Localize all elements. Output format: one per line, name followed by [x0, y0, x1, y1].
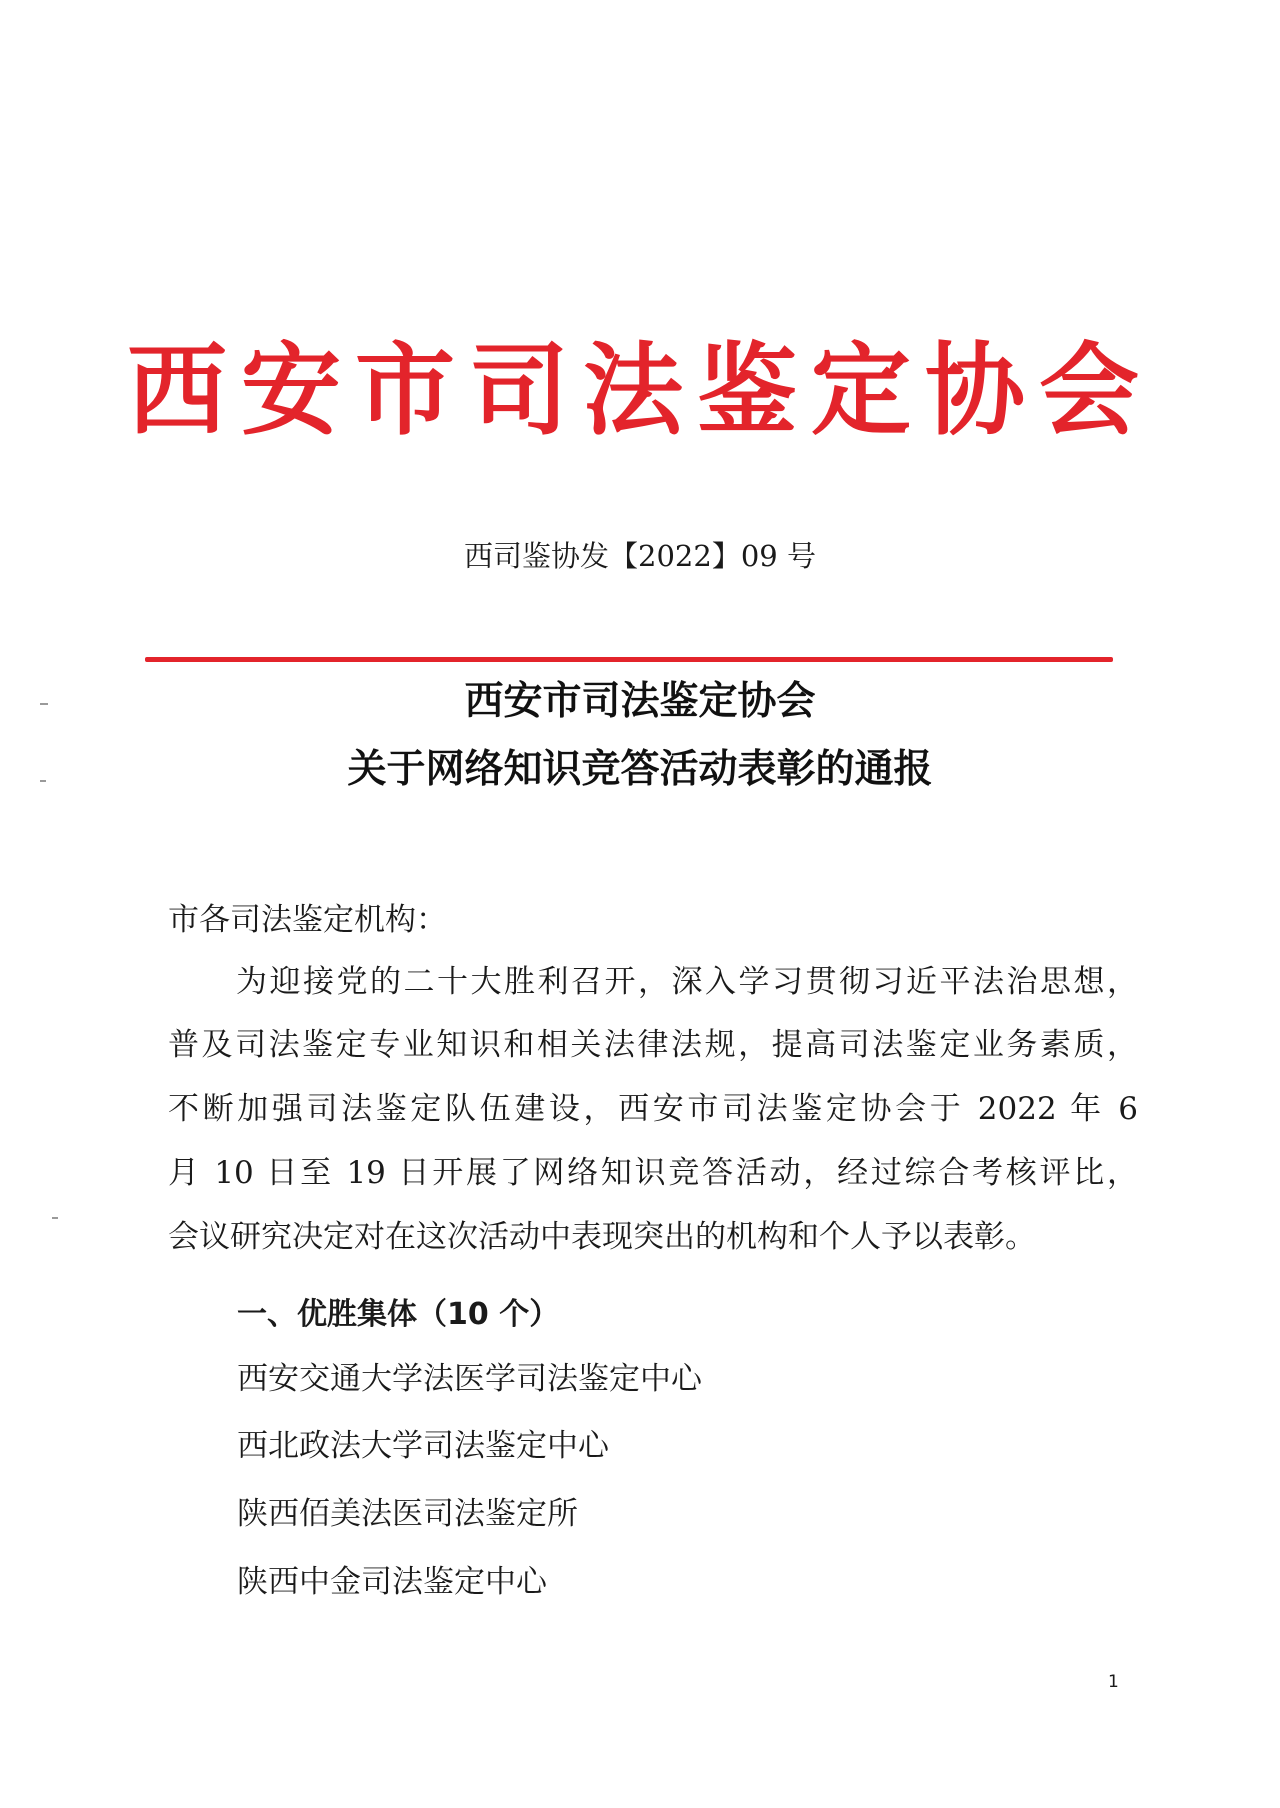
- document-number: 西司鉴协发【2022】09 号: [464, 539, 816, 573]
- paragraph-line: 月 10 日至 19 日开展了网络知识竞答活动，经过综合考核评比，: [168, 1155, 1138, 1191]
- list-item: 西北政法大学司法鉴定中心: [237, 1428, 609, 1464]
- paragraph-line: 会议研究决定对在这次活动中表现突出的机构和个人予以表彰。: [168, 1219, 1036, 1255]
- scan-speck: [40, 780, 46, 782]
- list-item: 陕西佰美法医司法鉴定所: [237, 1496, 578, 1532]
- doc-title-line-1: 西安市司法鉴定协会: [464, 679, 816, 724]
- salutation: 市各司法鉴定机构：: [168, 902, 447, 938]
- doc-title-line-2: 关于网络知识竞答活动表彰的通报: [347, 747, 933, 792]
- paragraph-line: 不断加强司法鉴定队伍建设，西安市司法鉴定协会于 2022 年 6: [168, 1091, 1138, 1127]
- section-heading: 一、优胜集体（10 个）: [237, 1297, 560, 1332]
- scan-speck: [40, 703, 48, 705]
- org-header: 西安市司法鉴定协会: [127, 331, 1153, 449]
- list-item: 陕西中金司法鉴定中心: [237, 1564, 547, 1600]
- red-divider: [145, 657, 1113, 662]
- paragraph-line: 为迎接党的二十大胜利召开，深入学习贯彻习近平法治思想，: [236, 964, 1138, 1000]
- paragraph-line: 普及司法鉴定专业知识和相关法律法规，提高司法鉴定业务素质，: [168, 1027, 1138, 1063]
- scan-speck: [52, 1217, 58, 1219]
- list-item: 西安交通大学法医学司法鉴定中心: [237, 1361, 702, 1397]
- page-number: 1: [1108, 1672, 1119, 1692]
